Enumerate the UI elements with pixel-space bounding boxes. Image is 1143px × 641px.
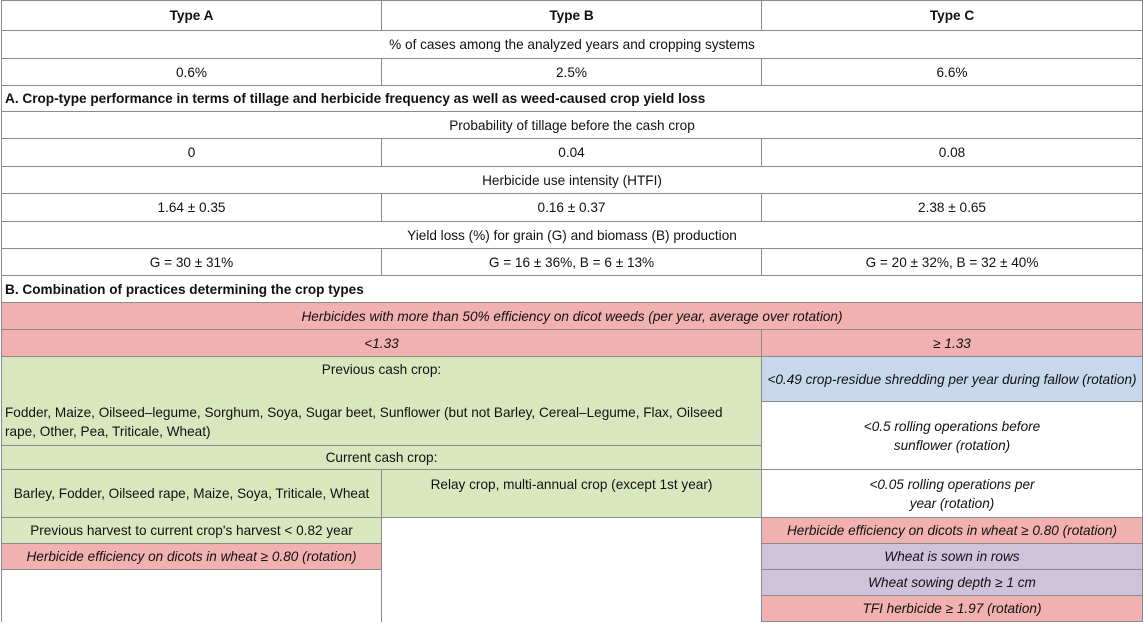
- previous-crop-value: Fodder, Maize, Oilseed–legume, Sorghum, Soya, Sugar beet, Sunflower (but not Barley, Cereal–Legume, Flax, Oilseed rape, Other, Pea, Triticale, Wheat): [5, 405, 723, 439]
- cases-a: 0.6%: [2, 59, 382, 86]
- yield-c: G = 20 ± 32%, B = 32 ± 40%: [762, 249, 1143, 276]
- cases-b: 2.5%: [382, 59, 762, 86]
- wheat-rows-cell: Wheat is sown in rows: [762, 544, 1143, 570]
- crop-types-table: [1, 0, 1143, 622]
- prev-harvest-cell: Previous harvest to current crop's harvest < 0.82 year: [2, 518, 382, 544]
- yield-a: G = 30 ± 31%: [2, 249, 382, 276]
- previous-crop-cell: [2, 357, 762, 446]
- tillage-c: 0.08: [762, 139, 1143, 167]
- empty-type-a-cell: [2, 570, 382, 622]
- cases-label: % of cases among the analyzed years and cropping systems: [2, 31, 1143, 59]
- herb-eff-c-cell: Herbicide efficiency on dicots in wheat ≥ 0.80 (rotation): [762, 518, 1143, 544]
- dicot-lt-value: <1.33: [2, 330, 762, 357]
- dicot-ge-value: ≥ 1.33: [762, 330, 1143, 357]
- shredding-cell: <0.49 crop-residue shredding per year during fallow (rotation): [762, 357, 1143, 402]
- herb-eff-a-cell: Herbicide efficiency on dicots in wheat ≥ 0.80 (rotation): [2, 544, 382, 570]
- section-b-title: B. Combination of practices determining the crop types: [2, 276, 1143, 303]
- header-type-c: Type C: [762, 1, 1143, 31]
- current-crop-label: Current cash crop:: [2, 446, 762, 470]
- current-crop-b: Relay crop, multi-annual crop (except 1st year): [382, 470, 762, 518]
- current-crop-a: Barley, Fodder, Oilseed rape, Maize, Soya, Triticale, Wheat: [2, 470, 382, 518]
- htfi-b: 0.16 ± 0.37: [382, 194, 762, 222]
- header-type-a: Type A: [2, 1, 382, 31]
- wheat-depth-cell: Wheat sowing depth ≥ 1 cm: [762, 570, 1143, 596]
- dicot-threshold-label: Herbicides with more than 50% efficiency on dicot weeds (per year, average over rotation): [2, 303, 1143, 330]
- htfi-a: 1.64 ± 0.35: [2, 194, 382, 222]
- header-row: [2, 1, 1143, 31]
- cases-c: 6.6%: [762, 59, 1143, 86]
- htfi-label: Herbicide use intensity (HTFI): [2, 167, 1143, 194]
- tillage-b: 0.04: [382, 139, 762, 167]
- yield-b: G = 16 ± 36%, B = 6 ± 13%: [382, 249, 762, 276]
- rolling-sunflower-cell: <0.5 rolling operations before sunflower (rotation): [762, 402, 1143, 470]
- htfi-c: 2.38 ± 0.65: [762, 194, 1143, 222]
- previous-crop-label: Previous cash crop:: [321, 362, 442, 377]
- yield-label: Yield loss (%) for grain (G) and biomass (B) production: [2, 222, 1143, 249]
- header-type-b: Type B: [382, 1, 762, 31]
- empty-type-b-cell: [382, 518, 762, 622]
- section-a-title: A. Crop-type performance in terms of tillage and herbicide frequency as well as weed-caused crop yield loss: [2, 86, 1143, 112]
- tillage-label: Probability of tillage before the cash crop: [2, 112, 1143, 139]
- rolling-year-cell: <0.05 rolling operations per year (rotation): [762, 470, 1143, 518]
- tfi-cell: TFI herbicide ≥ 1.97 (rotation): [762, 596, 1143, 622]
- tillage-a: 0: [2, 139, 382, 167]
